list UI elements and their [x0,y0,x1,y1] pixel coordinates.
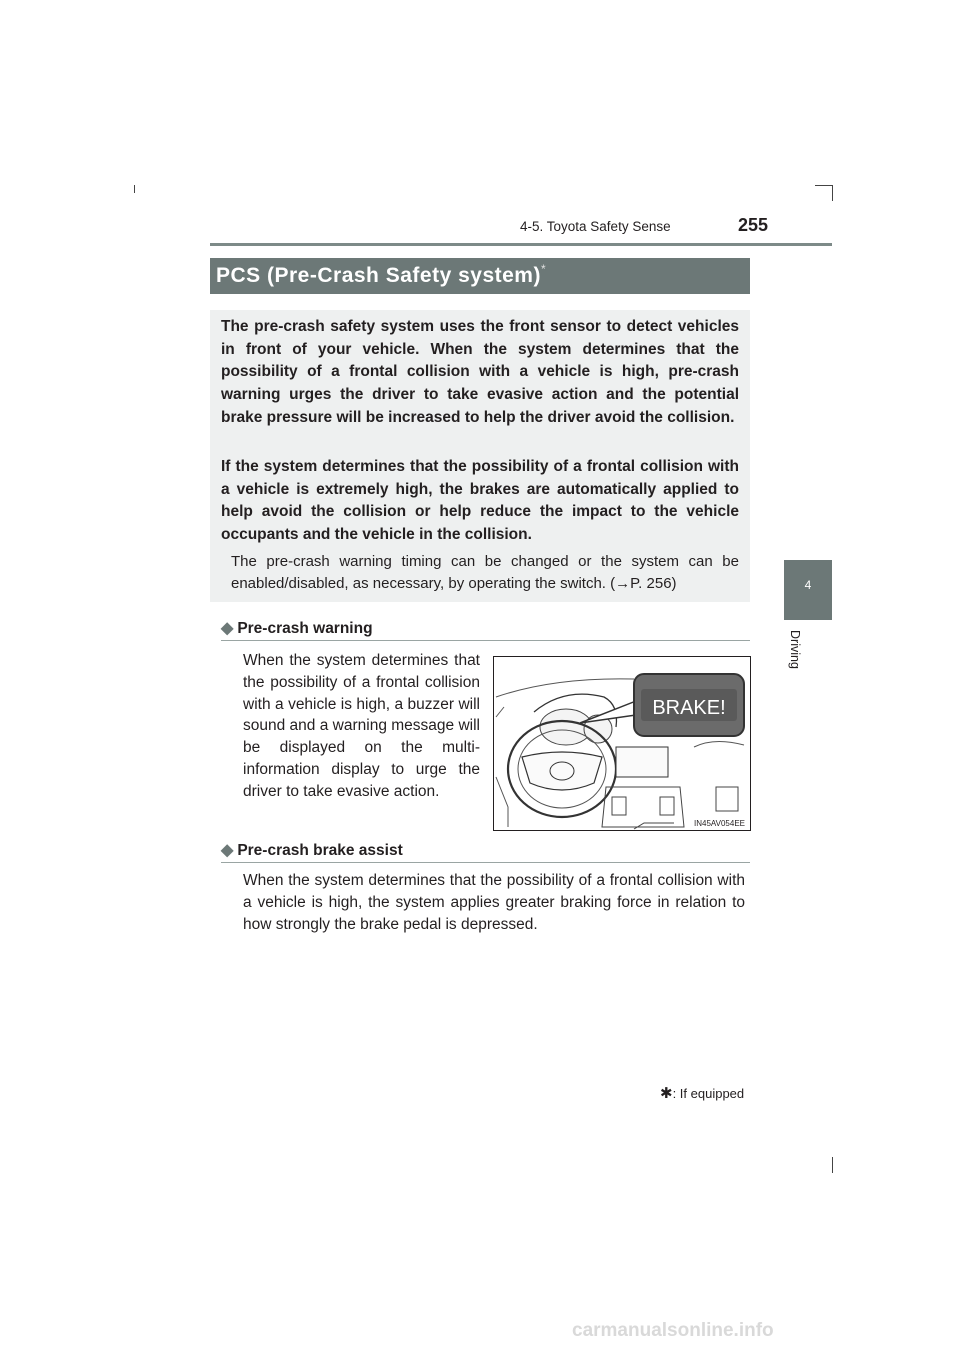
section-heading-warning [221,618,373,638]
section-rule [221,862,750,863]
diamond-icon: ◆ [221,620,234,637]
crop-mark [815,185,833,186]
crop-mark [832,185,833,201]
dashboard-illustration [493,656,751,831]
equipped-marker: * [540,262,547,276]
brake-assist-description: When the system determines that the possibility of a frontal collision with a vehicle is high, the system applies greater braking force in relation to how strongly the brake pedal is depressed. [243,872,745,933]
page-title [216,262,546,288]
brake-warning-message: BRAKE! [652,697,726,719]
asterisk-icon: ✱ [660,1085,673,1102]
watermark: carmanualsonline.info [572,1320,774,1341]
chapter-label-text: Driving [788,630,802,669]
running-header-section: 4-5. Toyota Safety Sense [520,219,671,234]
dashboard-drawing [494,657,750,830]
footnote-text: : If equipped [672,1086,745,1101]
chapter-number: 4 [804,578,812,592]
warning-description: When the system determines that the possibility of a frontal collision with a vehicle is high, a buzzer will sound and a warning message will be displayed on the multi-information display to urge the driver to take evasive action. [243,652,480,800]
section-heading-brake-assist [221,840,403,860]
page-title-text: PCS (Pre-Crash Safety system) [216,264,541,287]
section-heading-text: Pre-crash warning [237,620,373,637]
chapter-label [786,630,802,690]
figure-code: IN45AV054EE [694,819,745,828]
page-number: 255 [738,215,769,235]
footnote [660,1084,744,1102]
crop-mark [134,185,135,193]
intro-paragraph: If the system determines that the possibility of a frontal collision with a vehicle is extremely high, the brakes are automatically applied to help avoid the collision or help reduce the impact to the vehicle occupants and the vehicle in the collision. [221,458,739,544]
diamond-icon: ◆ [221,842,234,859]
section-heading-text: Pre-crash brake assist [237,842,403,859]
header-rule [210,243,832,246]
crop-mark [832,1157,833,1173]
intro-paragraph: The pre-crash safety system uses the front sensor to detect vehicles in front of your vehicle. When the system determines that the possibility of a frontal collision with a vehicle is high, pre-crash warning urges the driver to take evasive action and the potential brake pressure will be increased to help the driver avoid the collision. [221,318,739,426]
intro-note: The pre-crash warning timing can be changed or the system can be enabled/disabled, as necessary, by operating the switch. (→P. 256) [231,553,739,592]
section-rule [221,640,750,641]
